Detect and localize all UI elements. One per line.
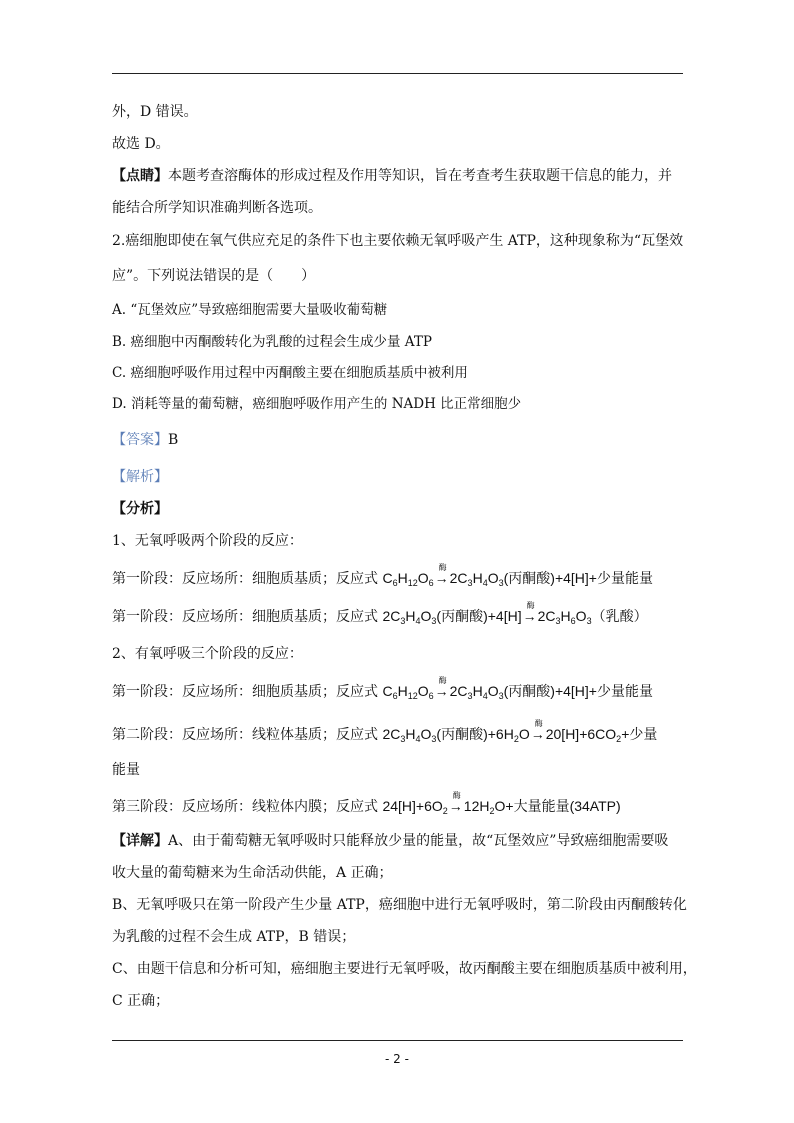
text-line: 能结合所学知识准确判断各选项。	[112, 200, 322, 216]
header-rule	[112, 73, 683, 74]
option-b	[112, 332, 432, 352]
footer-rule	[112, 1040, 683, 1041]
text-line: 2、有氧呼吸三个阶段的反应：	[112, 646, 303, 662]
question-stem: 2.癌细胞即使在氧气供应充足的条件下也主要依赖无氧呼吸产生 ATP，这种现象称为“瓦堡效	[112, 233, 684, 249]
equation: $C_6H_{12}O_6$ 酶 $\to 2C_3H_4O_3$(丙酮酸)+4[H]+少量能量	[382, 676, 653, 701]
option-label: C.	[112, 365, 127, 381]
option-text: “瓦堡效应”导致癌细胞需要大量吸收葡萄糖	[130, 302, 388, 318]
option-d	[112, 394, 521, 414]
option-text: 癌细胞呼吸作用过程中丙酮酸主要在细胞质基质中被利用	[130, 365, 468, 381]
answer-line	[112, 430, 178, 450]
reaction-line	[112, 791, 621, 821]
text-line: 能量	[112, 762, 140, 778]
reaction-line	[112, 719, 658, 749]
analysis-tag: 【解析】	[112, 469, 168, 485]
answer-value: B	[168, 432, 179, 448]
equation: $2C_3H_4O_3$(丙酮酸)$+6H_2O$ 酶 $\to 20[H]+6CO_2+$少量	[382, 719, 658, 744]
reaction-desc: 第三阶段：反应场所：线粒体内膜；反应式	[112, 799, 383, 815]
reaction-line	[112, 601, 648, 631]
option-a	[112, 300, 387, 320]
text-line: B、无氧呼吸只在第一阶段产生少量 ATP，癌细胞中进行无氧呼吸时，第二阶段由丙酮酸转化	[112, 897, 687, 913]
option-label: A.	[112, 302, 127, 318]
equation: $C_6H_{12}O_6$ 酶 $\to 2C_3H_4O_3$(丙酮酸)+4[H]+少量能量	[382, 563, 653, 588]
detail-text: A、由于葡萄糖无氧呼吸时只能释放少量的能量，故“瓦堡效应”导致癌细胞需要吸	[168, 833, 669, 849]
option-text: 消耗等量的葡萄糖，癌细胞呼吸作用产生的 NADH 比正常细胞少	[130, 396, 522, 412]
detail-tag: 【详解】	[112, 833, 168, 849]
reaction-desc: 第一阶段：反应场所：细胞质基质；反应式	[112, 571, 383, 587]
fenxi-tag: 【分析】	[112, 501, 168, 517]
text-line: 外，D 错误。	[112, 104, 198, 120]
text-line: 为乳酸的过程不会生成 ATP，B 错误；	[112, 929, 356, 945]
analysis-tag-line	[112, 467, 168, 487]
answer-tag: 【答案】	[112, 432, 168, 448]
enzyme-arrow-icon: 酶 →	[530, 719, 545, 742]
text-line: 收大量的葡萄糖来为生命活动供能，A 正确；	[112, 865, 393, 881]
question-stem: 应”。下列说法错误的是（ ）	[112, 268, 316, 284]
detail-line	[112, 831, 668, 851]
enzyme-arrow-icon: 酶 →	[434, 563, 449, 586]
option-label: B.	[112, 334, 127, 350]
text-line: 1、无氧呼吸两个阶段的反应：	[112, 533, 303, 549]
equation: $2C_3H_4O_3$(丙酮酸)+4[H] 酶 $\to 2C_3H_6O_3$（乳酸）	[382, 601, 648, 626]
page-number: - 2 -	[385, 1052, 409, 1066]
option-text: 癌细胞中丙酮酸转化为乳酸的过程会生成少量 ATP	[130, 334, 432, 350]
option-c	[112, 363, 468, 383]
tip-text: 本题考查溶酶体的形成过程及作用等知识，旨在考查考生获取题干信息的能力，并	[168, 168, 672, 184]
enzyme-arrow-icon: 酶 →	[448, 791, 463, 814]
fenxi-line	[112, 499, 168, 519]
option-label: D.	[112, 396, 127, 412]
text-line	[112, 166, 672, 186]
tip-tag: 【点睛】	[112, 168, 168, 184]
reaction-desc: 第一阶段：反应场所：细胞质基质；反应式	[112, 609, 383, 625]
equation: $24[H]+6O_2$ 酶 $\to 12H_2O+$大量能量(34ATP)	[382, 791, 621, 816]
reaction-line	[112, 676, 653, 706]
reaction-desc: 第二阶段：反应场所：线粒体基质；反应式	[112, 727, 383, 743]
enzyme-arrow-icon: 酶 →	[522, 601, 537, 624]
reaction-line	[112, 563, 653, 593]
text-line: C 正确；	[112, 993, 170, 1009]
reaction-desc: 第一阶段：反应场所：细胞质基质；反应式	[112, 684, 383, 700]
enzyme-arrow-icon: 酶 →	[434, 676, 449, 699]
text-line: 故选 D。	[112, 136, 170, 152]
text-line: C、由题干信息和分析可知，癌细胞主要进行无氧呼吸，故丙酮酸主要在细胞质基质中被利用，	[112, 961, 697, 977]
